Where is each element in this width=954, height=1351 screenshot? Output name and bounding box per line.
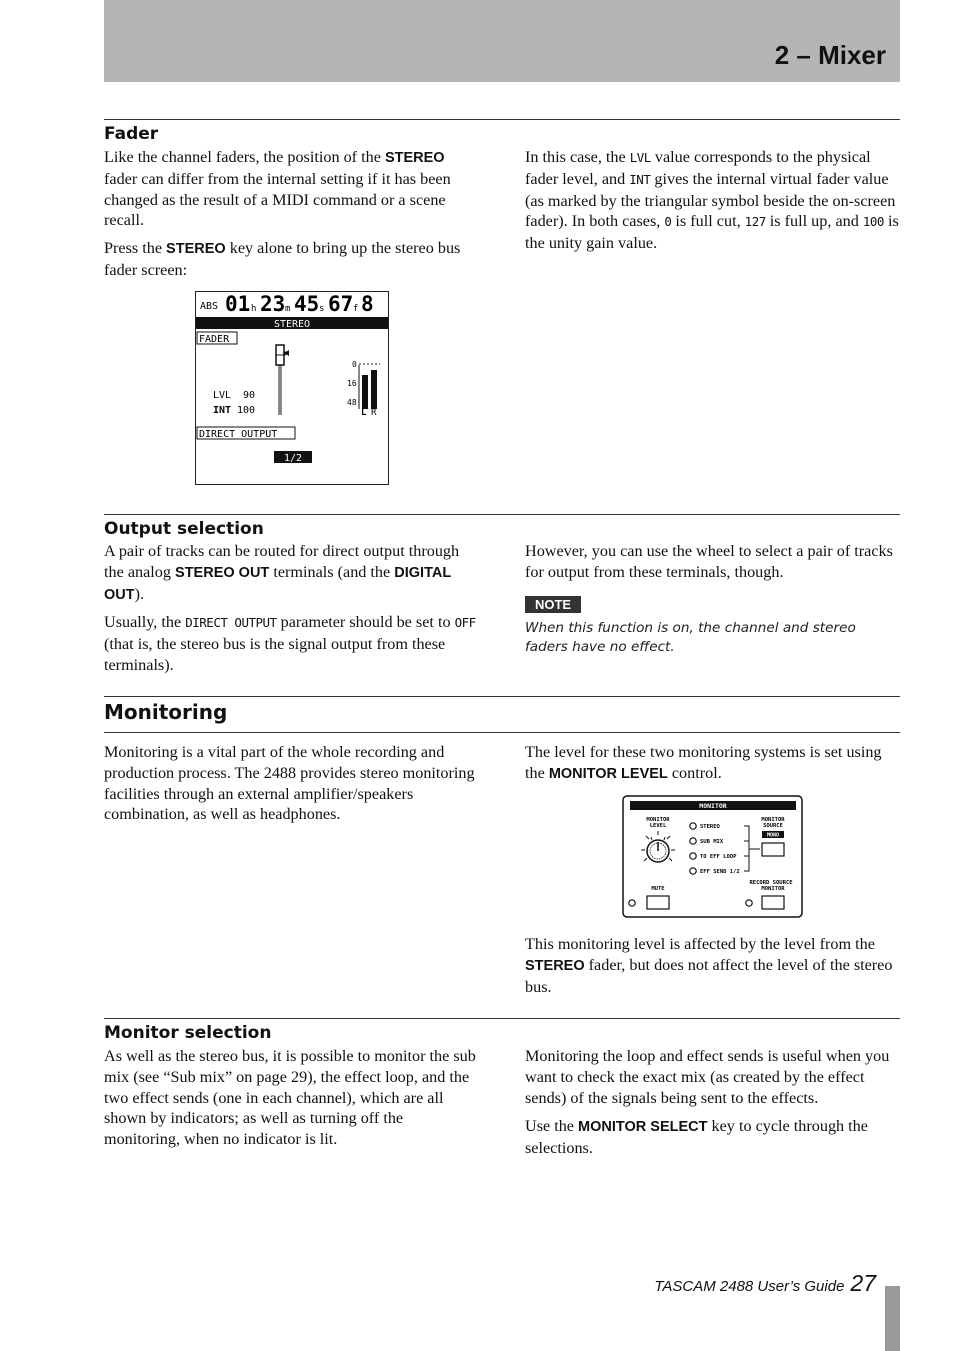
- panel-record-source-1: RECORD SOURCE: [749, 880, 793, 886]
- output-right-paragraph-1: However, you can use the wheel to select a pair of tracks for output from these terminals, though.: [525, 542, 893, 581]
- monitor-selection-right-paragraph-2: Use the MONITOR SELECT key to cycle through the selections.: [525, 1117, 868, 1157]
- heading-monitor-selection: Monitor selection: [104, 1023, 272, 1043]
- lcd-meter-16: 16: [347, 379, 357, 388]
- panel-monitor-level-1: MONITOR: [646, 817, 670, 823]
- lcd-meter-r: R: [371, 408, 377, 418]
- section-rule: [104, 732, 900, 733]
- lcd-meter-48: 48: [347, 398, 357, 407]
- panel-record-source-2: MONITOR: [761, 886, 785, 892]
- monitoring-right-paragraph-1: The level for these two monitoring systems is set using the MONITOR LEVEL control.: [525, 743, 882, 782]
- note-badge: NOTE: [525, 596, 581, 613]
- fader-right-paragraph-1: In this case, the LVL value corresponds to the physical fader level, and INT gives the internal virtual fader value (as marked by the triangular symbol beside the on-screen fader). In both cases, 0 is full cut, 127 is full up, and 100 is the unity gain value.: [525, 148, 899, 253]
- output-left-paragraph-2: Usually, the DIRECT OUTPUT parameter should be set to OFF (that is, the stereo bus is the signal output from these terminals).: [104, 613, 476, 674]
- footer-page-number: 27: [850, 1270, 876, 1296]
- stereo-fader-screen-figure: [195, 291, 389, 485]
- lcd-meter-0: 0: [352, 360, 357, 369]
- lcd-subframe: 8: [361, 292, 374, 316]
- lcd-lvl-label: LVL: [213, 390, 232, 401]
- panel-title: MONITOR: [699, 802, 727, 810]
- heading-output-selection: Output selection: [104, 519, 264, 539]
- heading-monitoring: Monitoring: [104, 700, 228, 724]
- page-side-tab: [885, 1286, 900, 1351]
- fader-left-paragraph-2: Press the STEREO key alone to bring up the stereo bus fader screen:: [104, 239, 461, 279]
- section-rule: [104, 696, 900, 697]
- section-rule: [104, 514, 900, 515]
- footer-guide-title: TASCAM 2488 User’s Guide: [654, 1278, 845, 1295]
- monitor-selection-left-paragraph-1: As well as the stereo bus, it is possible to monitor the sub mix (see “Sub mix” on page 29), the effect loop, and the two effect sends (one in each channel), which are all shown by indicators; as well as turning off the monitoring, when no indicator is lit.: [104, 1047, 476, 1149]
- chapter-header-bar: [104, 0, 900, 82]
- panel-monitor-source-1: MONITOR: [761, 817, 785, 823]
- page-footer: [654, 1270, 876, 1297]
- monitor-panel-figure: [622, 795, 804, 919]
- lcd-hours: 01: [225, 292, 251, 316]
- panel-mute: MUTE: [651, 886, 665, 892]
- fader-left-paragraph-1: Like the channel faders, the position of the STEREO fader can differ from the internal setting if it has been changed as the result of a MIDI command or a scene recall.: [104, 148, 451, 230]
- lcd-page: 1/2: [283, 453, 303, 464]
- lcd-meter-l: L: [361, 408, 367, 418]
- panel-sub-mix: SUB MIX: [700, 839, 724, 845]
- lcd-h: h: [251, 304, 257, 314]
- lcd-seconds: 45: [294, 292, 320, 316]
- chapter-title: 2 – Mixer: [774, 40, 886, 70]
- lcd-minutes: 23: [260, 292, 286, 316]
- heading-fader: Fader: [104, 124, 159, 144]
- section-rule: [104, 119, 900, 120]
- panel-mono: MONO: [766, 832, 780, 839]
- monitor-selection-right-paragraph-1: Monitoring the loop and effect sends is useful when you want to check the exact mix (as created by the effect sends) of the signals being sent to the effects.: [525, 1047, 890, 1107]
- lcd-fader-label: FADER: [199, 334, 230, 345]
- monitoring-right-paragraph-2: This monitoring level is affected by the level from the STEREO fader, but does not affect the level of the stereo bus.: [525, 935, 893, 996]
- output-left-paragraph-1: A pair of tracks can be routed for direct output through the analog STEREO OUT terminals (and the DIGITAL OUT).: [104, 542, 460, 603]
- panel-monitor-level-2: LEVEL: [649, 823, 667, 829]
- panel-to-eff-loop: TO EFF LOOP: [700, 854, 737, 860]
- panel-monitor-source-2: SOURCE: [763, 823, 783, 829]
- lcd-title: STEREO: [273, 319, 311, 330]
- lcd-m: m: [285, 304, 291, 314]
- lcd-s: s: [319, 304, 325, 314]
- panel-eff-send: EFF SEND 1/2: [700, 869, 740, 875]
- note-text: When this function is on, the channel and stereo faders have no effect.: [525, 620, 856, 655]
- lcd-frames: 67: [328, 292, 354, 316]
- monitoring-left-paragraph-1: Monitoring is a vital part of the whole recording and production process. The 2488 provides stereo monitoring facilities through an external amplifier/speakers combination, as well as headphones.: [104, 743, 475, 824]
- lcd-f: f: [353, 304, 359, 314]
- lcd-int-value: 100: [237, 405, 256, 416]
- section-rule: [104, 1018, 900, 1019]
- panel-stereo: STEREO: [700, 824, 720, 830]
- lcd-direct-output: DIRECT OUTPUT: [199, 429, 278, 440]
- lcd-lvl-value: 90: [243, 390, 256, 401]
- lcd-abs-label: ABS: [200, 301, 219, 312]
- lcd-int-label: INT: [213, 405, 232, 416]
